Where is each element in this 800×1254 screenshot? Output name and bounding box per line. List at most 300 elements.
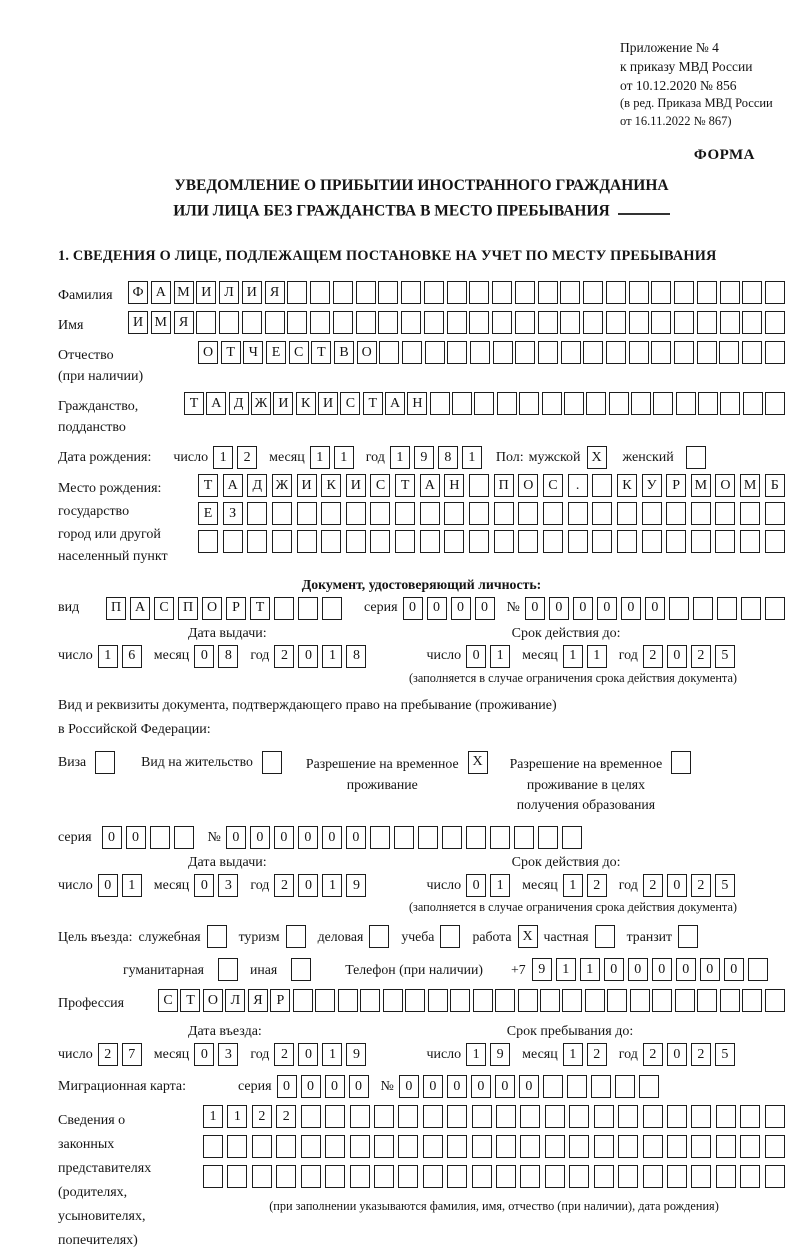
char-cell[interactable] [174, 826, 194, 849]
char-cell[interactable] [378, 281, 398, 304]
char-cell[interactable] [697, 311, 717, 334]
char-cell[interactable]: 0 [102, 826, 122, 849]
char-cell[interactable]: 0 [466, 874, 486, 897]
char-cell[interactable] [515, 281, 535, 304]
char-cell[interactable] [356, 311, 376, 334]
char-cell[interactable] [643, 1135, 663, 1158]
char-cell[interactable]: 2 [691, 1043, 711, 1066]
char-cell[interactable]: С [154, 597, 174, 620]
char-cell[interactable] [350, 1135, 370, 1158]
char-cell[interactable] [560, 281, 580, 304]
char-cell[interactable] [765, 989, 785, 1012]
char-cell[interactable] [583, 281, 603, 304]
char-cell[interactable] [242, 311, 262, 334]
char-cell[interactable]: 1 [466, 1043, 486, 1066]
char-cell[interactable]: Т [221, 341, 241, 364]
char-cell[interactable]: 0 [724, 958, 744, 981]
char-cell[interactable] [374, 1135, 394, 1158]
char-cell[interactable] [592, 502, 612, 525]
char-cell[interactable] [686, 446, 706, 469]
char-cell[interactable] [618, 1135, 638, 1158]
char-cell[interactable] [223, 530, 243, 553]
char-cell[interactable] [561, 341, 581, 364]
char-cell[interactable]: 0 [423, 1075, 443, 1098]
char-cell[interactable] [698, 392, 718, 415]
char-cell[interactable]: 0 [597, 597, 617, 620]
char-cell[interactable] [567, 1075, 587, 1098]
char-cell[interactable] [494, 502, 514, 525]
char-cell[interactable] [423, 1165, 443, 1188]
char-cell[interactable]: О [198, 341, 218, 364]
char-cell[interactable] [247, 530, 267, 553]
char-cell[interactable] [678, 925, 698, 948]
char-cell[interactable] [398, 1165, 418, 1188]
char-cell[interactable] [447, 1165, 467, 1188]
char-cell[interactable] [740, 530, 760, 553]
char-cell[interactable]: 0 [274, 826, 294, 849]
char-cell[interactable] [276, 1135, 296, 1158]
char-cell[interactable]: 0 [349, 1075, 369, 1098]
char-cell[interactable] [562, 989, 582, 1012]
char-cell[interactable] [395, 502, 415, 525]
char-cell[interactable]: 1 [122, 874, 142, 897]
char-cell[interactable]: 1 [563, 874, 583, 897]
char-cell[interactable]: 0 [250, 826, 270, 849]
char-cell[interactable] [693, 597, 713, 620]
char-cell[interactable] [301, 1135, 321, 1158]
char-cell[interactable]: А [420, 474, 440, 497]
char-cell[interactable] [492, 281, 512, 304]
char-cell[interactable] [617, 530, 637, 553]
char-cell[interactable] [741, 597, 761, 620]
char-cell[interactable]: М [174, 281, 194, 304]
char-cell[interactable]: 0 [700, 958, 720, 981]
char-cell[interactable]: М [691, 474, 711, 497]
char-cell[interactable] [720, 392, 740, 415]
char-cell[interactable] [606, 281, 626, 304]
char-cell[interactable] [765, 341, 785, 364]
char-cell[interactable] [496, 1105, 516, 1128]
char-cell[interactable]: И [273, 392, 293, 415]
char-cell[interactable] [402, 341, 422, 364]
char-cell[interactable] [697, 341, 717, 364]
char-cell[interactable] [542, 392, 562, 415]
char-cell[interactable] [651, 281, 671, 304]
char-cell[interactable]: 2 [587, 874, 607, 897]
char-cell[interactable]: 0 [194, 874, 214, 897]
char-cell[interactable]: 1 [322, 645, 342, 668]
char-cell[interactable]: Р [226, 597, 246, 620]
char-cell[interactable]: 0 [466, 645, 486, 668]
char-cell[interactable] [287, 281, 307, 304]
char-cell[interactable] [297, 502, 317, 525]
char-cell[interactable] [583, 311, 603, 334]
char-cell[interactable]: В [334, 341, 354, 364]
char-cell[interactable] [740, 1165, 760, 1188]
char-cell[interactable] [676, 392, 696, 415]
char-cell[interactable]: Р [270, 989, 290, 1012]
char-cell[interactable] [651, 311, 671, 334]
char-cell[interactable] [569, 1135, 589, 1158]
char-cell[interactable]: 1 [556, 958, 576, 981]
char-cell[interactable]: Б [765, 474, 785, 497]
char-cell[interactable] [583, 341, 603, 364]
char-cell[interactable] [765, 392, 785, 415]
char-cell[interactable] [301, 1165, 321, 1188]
char-cell[interactable] [538, 341, 558, 364]
char-cell[interactable] [325, 1105, 345, 1128]
char-cell[interactable] [765, 281, 785, 304]
char-cell[interactable] [473, 989, 493, 1012]
char-cell[interactable]: 8 [438, 446, 458, 469]
char-cell[interactable] [740, 502, 760, 525]
char-cell[interactable] [274, 597, 294, 620]
char-cell[interactable] [543, 502, 563, 525]
char-cell[interactable]: К [296, 392, 316, 415]
char-cell[interactable] [606, 341, 626, 364]
char-cell[interactable] [350, 1105, 370, 1128]
char-cell[interactable]: И [196, 281, 216, 304]
char-cell[interactable]: 5 [715, 645, 735, 668]
char-cell[interactable] [398, 1135, 418, 1158]
char-cell[interactable] [543, 1075, 563, 1098]
char-cell[interactable]: 7 [122, 1043, 142, 1066]
char-cell[interactable] [691, 530, 711, 553]
char-cell[interactable] [586, 392, 606, 415]
char-cell[interactable] [472, 1165, 492, 1188]
char-cell[interactable]: 0 [399, 1075, 419, 1098]
char-cell[interactable] [469, 281, 489, 304]
char-cell[interactable] [496, 1165, 516, 1188]
char-cell[interactable] [543, 530, 563, 553]
char-cell[interactable] [629, 311, 649, 334]
char-cell[interactable]: А [223, 474, 243, 497]
char-cell[interactable]: 0 [645, 597, 665, 620]
char-cell[interactable]: 0 [277, 1075, 297, 1098]
char-cell[interactable] [447, 1135, 467, 1158]
char-cell[interactable] [424, 311, 444, 334]
char-cell[interactable] [247, 502, 267, 525]
char-cell[interactable] [495, 989, 515, 1012]
char-cell[interactable]: 1 [322, 874, 342, 897]
char-cell[interactable] [666, 530, 686, 553]
char-cell[interactable] [338, 989, 358, 1012]
char-cell[interactable]: С [158, 989, 178, 1012]
char-cell[interactable] [346, 530, 366, 553]
char-cell[interactable] [560, 311, 580, 334]
char-cell[interactable] [719, 341, 739, 364]
char-cell[interactable]: 0 [549, 597, 569, 620]
char-cell[interactable] [447, 1105, 467, 1128]
char-cell[interactable]: А [130, 597, 150, 620]
char-cell[interactable] [227, 1165, 247, 1188]
char-cell[interactable] [333, 311, 353, 334]
char-cell[interactable]: И [297, 474, 317, 497]
char-cell[interactable] [401, 281, 421, 304]
char-cell[interactable] [518, 502, 538, 525]
char-cell[interactable] [617, 502, 637, 525]
char-cell[interactable] [697, 281, 717, 304]
char-cell[interactable] [469, 502, 489, 525]
char-cell[interactable]: 0 [573, 597, 593, 620]
char-cell[interactable]: 2 [643, 1043, 663, 1066]
char-cell[interactable] [252, 1165, 272, 1188]
char-cell[interactable]: П [178, 597, 198, 620]
char-cell[interactable] [425, 341, 445, 364]
char-cell[interactable]: Ф [128, 281, 148, 304]
char-cell[interactable] [743, 392, 763, 415]
char-cell[interactable] [652, 989, 672, 1012]
char-cell[interactable]: Е [198, 502, 218, 525]
char-cell[interactable] [369, 925, 389, 948]
char-cell[interactable] [297, 530, 317, 553]
char-cell[interactable] [667, 1135, 687, 1158]
char-cell[interactable] [569, 1165, 589, 1188]
char-cell[interactable]: 9 [346, 1043, 366, 1066]
char-cell[interactable]: 1 [213, 446, 233, 469]
char-cell[interactable]: 0 [667, 1043, 687, 1066]
char-cell[interactable] [569, 1105, 589, 1128]
char-cell[interactable] [545, 1135, 565, 1158]
char-cell[interactable] [715, 530, 735, 553]
char-cell[interactable]: 1 [580, 958, 600, 981]
char-cell[interactable] [472, 1135, 492, 1158]
char-cell[interactable] [497, 392, 517, 415]
char-cell[interactable]: А [385, 392, 405, 415]
char-cell[interactable]: 0 [525, 597, 545, 620]
char-cell[interactable]: 2 [274, 645, 294, 668]
char-cell[interactable] [350, 1165, 370, 1188]
char-cell[interactable] [474, 392, 494, 415]
char-cell[interactable] [748, 958, 768, 981]
char-cell[interactable]: 0 [298, 645, 318, 668]
char-cell[interactable]: З [223, 502, 243, 525]
char-cell[interactable] [669, 597, 689, 620]
char-cell[interactable]: И [318, 392, 338, 415]
char-cell[interactable]: 0 [621, 597, 641, 620]
char-cell[interactable]: 0 [604, 958, 624, 981]
char-cell[interactable] [447, 311, 467, 334]
char-cell[interactable]: 0 [667, 874, 687, 897]
char-cell[interactable] [515, 311, 535, 334]
char-cell[interactable]: Т [395, 474, 415, 497]
char-cell[interactable]: Т [184, 392, 204, 415]
char-cell[interactable] [310, 281, 330, 304]
char-cell[interactable] [639, 1075, 659, 1098]
char-cell[interactable]: О [715, 474, 735, 497]
char-cell[interactable] [518, 530, 538, 553]
char-cell[interactable]: 0 [298, 826, 318, 849]
char-cell[interactable] [742, 341, 762, 364]
char-cell[interactable]: 0 [667, 645, 687, 668]
char-cell[interactable] [716, 1105, 736, 1128]
char-cell[interactable] [697, 989, 717, 1012]
char-cell[interactable] [383, 989, 403, 1012]
char-cell[interactable] [674, 311, 694, 334]
char-cell[interactable] [370, 530, 390, 553]
char-cell[interactable]: Ч [243, 341, 263, 364]
char-cell[interactable] [469, 311, 489, 334]
char-cell[interactable]: 1 [563, 1043, 583, 1066]
char-cell[interactable] [716, 1165, 736, 1188]
char-cell[interactable] [466, 826, 486, 849]
char-cell[interactable] [469, 530, 489, 553]
char-cell[interactable] [442, 826, 462, 849]
char-cell[interactable] [643, 1105, 663, 1128]
char-cell[interactable]: 2 [237, 446, 257, 469]
char-cell[interactable]: 9 [490, 1043, 510, 1066]
char-cell[interactable]: С [370, 474, 390, 497]
char-cell[interactable] [643, 1165, 663, 1188]
char-cell[interactable]: И [242, 281, 262, 304]
char-cell[interactable] [440, 925, 460, 948]
char-cell[interactable] [370, 502, 390, 525]
char-cell[interactable] [315, 989, 335, 1012]
char-cell[interactable]: Л [219, 281, 239, 304]
char-cell[interactable] [374, 1105, 394, 1128]
char-cell[interactable]: 1 [462, 446, 482, 469]
char-cell[interactable]: У [642, 474, 662, 497]
char-cell[interactable]: Я [265, 281, 285, 304]
char-cell[interactable] [765, 1135, 785, 1158]
char-cell[interactable] [671, 751, 691, 774]
char-cell[interactable]: С [543, 474, 563, 497]
char-cell[interactable]: Л [225, 989, 245, 1012]
char-cell[interactable]: Т [250, 597, 270, 620]
char-cell[interactable]: 0 [427, 597, 447, 620]
char-cell[interactable] [423, 1105, 443, 1128]
char-cell[interactable] [321, 530, 341, 553]
char-cell[interactable]: 1 [334, 446, 354, 469]
char-cell[interactable] [428, 989, 448, 1012]
char-cell[interactable] [394, 826, 414, 849]
char-cell[interactable] [716, 1135, 736, 1158]
char-cell[interactable]: Е [266, 341, 286, 364]
char-cell[interactable]: 0 [451, 597, 471, 620]
char-cell[interactable] [618, 1165, 638, 1188]
char-cell[interactable] [272, 530, 292, 553]
char-cell[interactable] [444, 530, 464, 553]
char-cell[interactable]: Ж [251, 392, 271, 415]
char-cell[interactable] [667, 1165, 687, 1188]
char-cell[interactable]: 1 [490, 874, 510, 897]
char-cell[interactable]: О [202, 597, 222, 620]
char-cell[interactable]: 5 [715, 874, 735, 897]
char-cell[interactable] [203, 1135, 223, 1158]
char-cell[interactable] [631, 392, 651, 415]
char-cell[interactable] [492, 311, 512, 334]
char-cell[interactable]: 3 [218, 874, 238, 897]
char-cell[interactable] [430, 392, 450, 415]
char-cell[interactable]: А [206, 392, 226, 415]
char-cell[interactable]: 0 [194, 1043, 214, 1066]
char-cell[interactable]: 0 [471, 1075, 491, 1098]
char-cell[interactable]: 2 [691, 645, 711, 668]
char-cell[interactable]: 0 [475, 597, 495, 620]
char-cell[interactable] [615, 1075, 635, 1098]
char-cell[interactable]: Т [198, 474, 218, 497]
char-cell[interactable] [520, 1105, 540, 1128]
char-cell[interactable] [538, 281, 558, 304]
char-cell[interactable] [262, 751, 282, 774]
char-cell[interactable] [325, 1165, 345, 1188]
char-cell[interactable] [423, 1135, 443, 1158]
char-cell[interactable]: К [321, 474, 341, 497]
char-cell[interactable] [642, 530, 662, 553]
char-cell[interactable]: П [106, 597, 126, 620]
char-cell[interactable] [378, 311, 398, 334]
char-cell[interactable] [742, 311, 762, 334]
char-cell[interactable]: 1 [563, 645, 583, 668]
char-cell[interactable] [585, 989, 605, 1012]
char-cell[interactable] [720, 311, 740, 334]
char-cell[interactable] [765, 530, 785, 553]
char-cell[interactable]: Т [363, 392, 383, 415]
char-cell[interactable]: Ж [272, 474, 292, 497]
char-cell[interactable] [95, 751, 115, 774]
char-cell[interactable]: X [468, 751, 488, 774]
char-cell[interactable] [325, 1135, 345, 1158]
char-cell[interactable]: Д [229, 392, 249, 415]
char-cell[interactable] [667, 1105, 687, 1128]
char-cell[interactable]: К [617, 474, 637, 497]
char-cell[interactable]: М [740, 474, 760, 497]
char-cell[interactable] [301, 1105, 321, 1128]
char-cell[interactable]: 5 [715, 1043, 735, 1066]
char-cell[interactable]: 0 [298, 1043, 318, 1066]
char-cell[interactable] [666, 502, 686, 525]
char-cell[interactable] [196, 311, 216, 334]
char-cell[interactable]: 8 [218, 645, 238, 668]
char-cell[interactable]: Я [174, 311, 194, 334]
char-cell[interactable] [265, 311, 285, 334]
char-cell[interactable] [287, 311, 307, 334]
char-cell[interactable] [642, 502, 662, 525]
char-cell[interactable] [450, 989, 470, 1012]
char-cell[interactable] [405, 989, 425, 1012]
char-cell[interactable]: 0 [98, 874, 118, 897]
char-cell[interactable] [674, 281, 694, 304]
char-cell[interactable]: Н [407, 392, 427, 415]
char-cell[interactable] [742, 989, 762, 1012]
char-cell[interactable] [515, 341, 535, 364]
char-cell[interactable] [538, 311, 558, 334]
char-cell[interactable]: С [340, 392, 360, 415]
char-cell[interactable] [740, 1105, 760, 1128]
char-cell[interactable]: И [128, 311, 148, 334]
char-cell[interactable]: 1 [322, 1043, 342, 1066]
char-cell[interactable]: 0 [322, 826, 342, 849]
char-cell[interactable] [562, 826, 582, 849]
char-cell[interactable] [207, 925, 227, 948]
char-cell[interactable] [203, 1165, 223, 1188]
char-cell[interactable]: X [587, 446, 607, 469]
char-cell[interactable]: Я [248, 989, 268, 1012]
char-cell[interactable] [520, 1135, 540, 1158]
char-cell[interactable] [219, 311, 239, 334]
char-cell[interactable] [452, 392, 472, 415]
char-cell[interactable]: А [151, 281, 171, 304]
char-cell[interactable] [424, 281, 444, 304]
char-cell[interactable] [691, 1135, 711, 1158]
char-cell[interactable]: 1 [227, 1105, 247, 1128]
char-cell[interactable]: X [518, 925, 538, 948]
char-cell[interactable]: 2 [691, 874, 711, 897]
char-cell[interactable] [742, 281, 762, 304]
char-cell[interactable] [490, 826, 510, 849]
char-cell[interactable] [765, 502, 785, 525]
char-cell[interactable] [198, 530, 218, 553]
